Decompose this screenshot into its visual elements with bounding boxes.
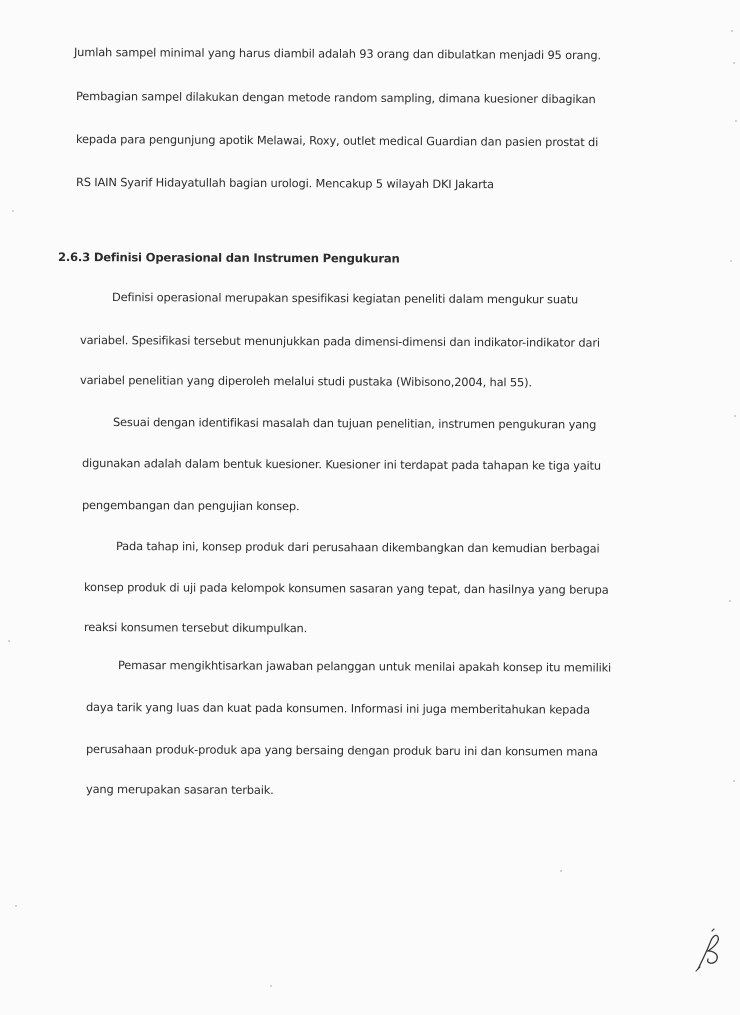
scan-speck: [560, 870, 562, 872]
body-text-line: daya tarik yang luas dan kuat pada konsumen. Informasi ini juga memberitahukan kepada: [85, 700, 591, 717]
scan-speck: [733, 62, 735, 64]
body-text-line: pengembangan dan pengujian konsep.: [81, 498, 300, 514]
body-text-line: RS IAIN Syarif Hidayatullah bagian urologi. Mencakup 5 wilayah DKI Jakarta: [75, 175, 494, 192]
scan-speck: [729, 600, 731, 602]
scan-speck: [730, 260, 732, 262]
body-text-line: perusahaan produk-produk apa yang bersaing dengan produk baru ini dan konsumen mana: [85, 742, 598, 759]
scan-speck: [15, 905, 17, 907]
scan-speck: [733, 780, 735, 782]
scan-speck: [735, 120, 737, 122]
scan-speck: [8, 640, 10, 642]
body-text-line: konsep produk di uji pada kelompok konsumen sasaran yang tepat, dan hasilnya yang berupa: [83, 580, 609, 597]
scan-speck: [12, 210, 14, 212]
body-text-line: variabel penelitian yang diperoleh melalui studi pustaka (Wibisono,2004, hal 55).: [79, 373, 532, 390]
body-text-line: Pembagian sampel dilakukan dengan metode random sampling, dimana kuesioner dibagikan: [75, 89, 596, 107]
body-text-line: reaksi konsumen tersebut dikumpulkan.: [83, 620, 308, 636]
body-text-line: Pemasar mengikhtisarkan jawaban pelanggan untuk menilai apakah konsep itu memiliki: [117, 658, 612, 675]
scan-speck: [734, 415, 736, 417]
scan-speck: [731, 30, 733, 32]
handwritten-initial-mark: [690, 925, 730, 975]
body-text-line: kepada para pengunjung apotik Melawai, Roxy, outlet medical Guardian dan pasien prostat di: [75, 132, 599, 150]
body-text-line: Pada tahap ini, konsep produk dari perusahaan dikembangkan dan kemudian berbagai: [115, 539, 600, 556]
body-text-line: Jumlah sampel minimal yang harus diambil adalah 93 orang dan dibulatkan menjadi 95 orang.: [73, 45, 602, 63]
body-text-line: Sesuai dengan identifikasi masalah dan tujuan penelitian, instrumen pengukuran yang: [112, 415, 597, 432]
section-heading: 2.6.3 Definisi Operasional dan Instrumen Pengukuran: [57, 250, 400, 266]
body-text-line: yang merupakan sasaran terbaik.: [85, 782, 274, 797]
scan-speck: [270, 985, 272, 987]
body-text-line: digunakan adalah dalam bentuk kuesioner. Kuesioner ini terdapat pada tahapan ke tiga yaitu: [81, 456, 601, 473]
body-text-line: variabel. Spesifikasi tersebut menunjukkan pada dimensi-dimensi dan indikator-indikator dari: [79, 333, 600, 350]
body-text-line: Definisi operasional merupakan spesifikasi kegiatan peneliti dalam mengukur suatu: [111, 290, 579, 307]
